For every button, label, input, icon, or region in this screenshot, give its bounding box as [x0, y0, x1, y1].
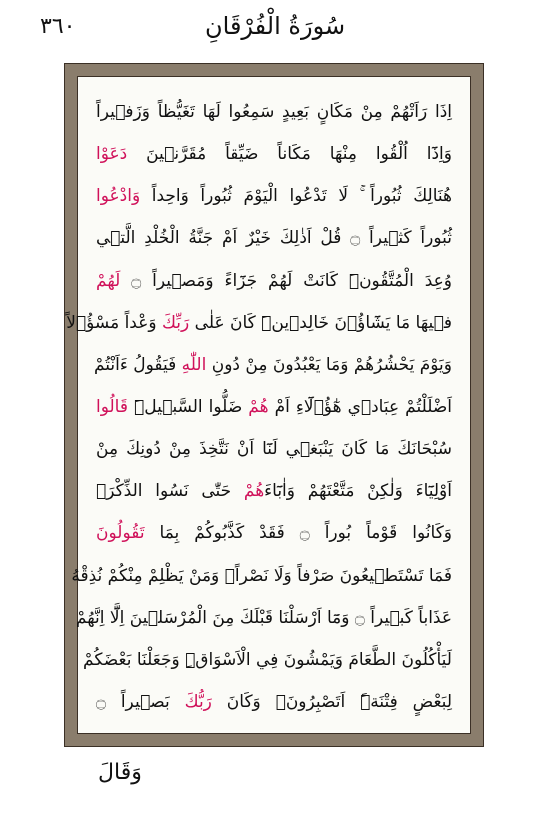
text-line	[96, 223, 452, 253]
text-segment: هُنَالِكَ ثُبُوراً ۚ لَا تَدْعُوا الْيَوْمَ ثُبُوراً وَاحِداً	[140, 186, 452, 207]
text-line	[96, 97, 452, 127]
text-segment: ف۪يهَا مَا يَشَٓاؤُ۫نَ خَالِد۪ينَۜ كَانَ عَلٰى	[189, 312, 452, 333]
text-segment: وَاِذَٓا اُلْقُوا مِنْهَا مَكَاناً ضَيِّقاً مُقَرَّن۪ينَ	[127, 144, 452, 165]
text-line	[96, 518, 452, 548]
highlighted-word: دَعَوْا	[96, 144, 128, 165]
text-line	[96, 392, 452, 422]
highlighted-word: رَبِّكَ	[161, 312, 190, 333]
text-segment: وَكَانُوا قَوْماً بُوراً ۝ فَقَدْ كَذَّبُوكُمْ بِمَا	[144, 523, 452, 544]
page-frame-inner	[66, 76, 471, 734]
highlighted-word: هُمْ	[248, 396, 269, 417]
text-segment: ضَلُّوا السَّب۪يلَۜ	[128, 396, 249, 417]
text-segment: حَتّٰى نَسُوا الذِّكْرَۚ	[96, 481, 244, 502]
text-segment: اِذَا رَاَتْهُمْ مِنْ مَكَانٍ بَعِيدٍ سَمِعُوا لَهَا تَغَيُّظاً وَزَف۪يراً	[96, 102, 452, 122]
text-segment: ثُبُوراً كَث۪يراً ۝ قُلْ اَذٰلِكَ خَيْرٌ اَمْ جَنَّةُ الْخُلْدِ الَّت۪ي	[96, 228, 452, 249]
highlighted-word: قَالُوا	[96, 396, 128, 417]
text-segment: لَيَأْكُلُونَ الطَّعَامَ وَيَمْشُونَ فِي الْاَسْوَاقِۜ وَجَعَلْنَا بَعْضَكُمْ	[83, 649, 452, 670]
highlighted-word: رَبُّكَ	[184, 691, 212, 712]
text-segment: سُبْحَانَكَ مَا كَانَ يَنْبَغ۪ي لَنَٓا اَنْ نَتَّخِذَ مِنْ دُونِكَ مِنْ	[96, 439, 452, 460]
text-line	[96, 434, 452, 464]
text-line	[66, 308, 452, 338]
text-line	[71, 561, 452, 591]
text-segment: بَص۪يراً ۝	[96, 691, 185, 712]
highlighted-word: وَادْعُوا	[96, 186, 141, 207]
text-line	[96, 266, 452, 296]
highlighted-word: لَهُمْ	[96, 270, 121, 291]
text-segment: فَيَقُولُ ءَاَنْتُمْ	[93, 354, 182, 375]
text-segment: لِبَعْضٍ فِتْنَةًۜ اَتَصْبِرُونَۚ وَكَانَ	[211, 691, 452, 712]
highlighted-word: تَقُولُونَ	[96, 523, 145, 544]
page-frame	[64, 63, 484, 747]
text-line	[75, 603, 452, 633]
highlighted-word: هُمْ	[243, 481, 265, 502]
text-segment: عَذَاباً كَب۪يراً ۝ وَمَٓا اَرْسَلْنَا قَبْلَكَ مِنَ الْمُرْسَل۪ينَ اِلَّٓا اِنَّهُمْ	[75, 607, 452, 628]
text-segment: وَيَوْمَ يَحْشُرُهُمْ وَمَا يَعْبُدُونَ مِنْ دُونِ	[206, 354, 452, 375]
verse-text-block	[66, 97, 453, 717]
text-segment: اَوْلِيَٓاءَ وَلٰكِنْ مَتَّعْتَهُمْ وَاٰبَٓاءَ	[264, 481, 452, 502]
text-line	[93, 350, 452, 380]
text-line	[96, 476, 452, 506]
text-segment: فَمَا تَسْتَط۪يعُونَ صَرْفاً وَلَا نَصْراًۚ وَمَنْ يَظْلِمْ مِنْكُمْ نُذِقْهُ	[71, 565, 452, 586]
text-segment: اَضْلَلْتُمْ عِبَاد۪ي هٰٓؤُ۬لَٓاءِ اَمْ	[268, 396, 453, 417]
page-number: ٣٦٠	[40, 14, 76, 39]
text-line	[96, 139, 452, 169]
highlighted-word: اللّٰهِ	[181, 354, 207, 375]
text-segment: وُعِدَ الْمُتَّقُونَۜ كَانَتْ لَهُمْ جَزَٓاءً وَمَص۪يراً ۝	[120, 270, 452, 291]
text-line	[96, 181, 452, 211]
text-segment: وَعْداً مَسْؤُ۫لاً	[66, 312, 162, 333]
page-header	[0, 0, 550, 62]
catchword: وَقَالَ	[98, 760, 142, 785]
surah-title: سُورَةُ الْفُرْقَانِ	[205, 12, 346, 40]
text-line	[96, 687, 452, 717]
text-line	[83, 645, 452, 675]
